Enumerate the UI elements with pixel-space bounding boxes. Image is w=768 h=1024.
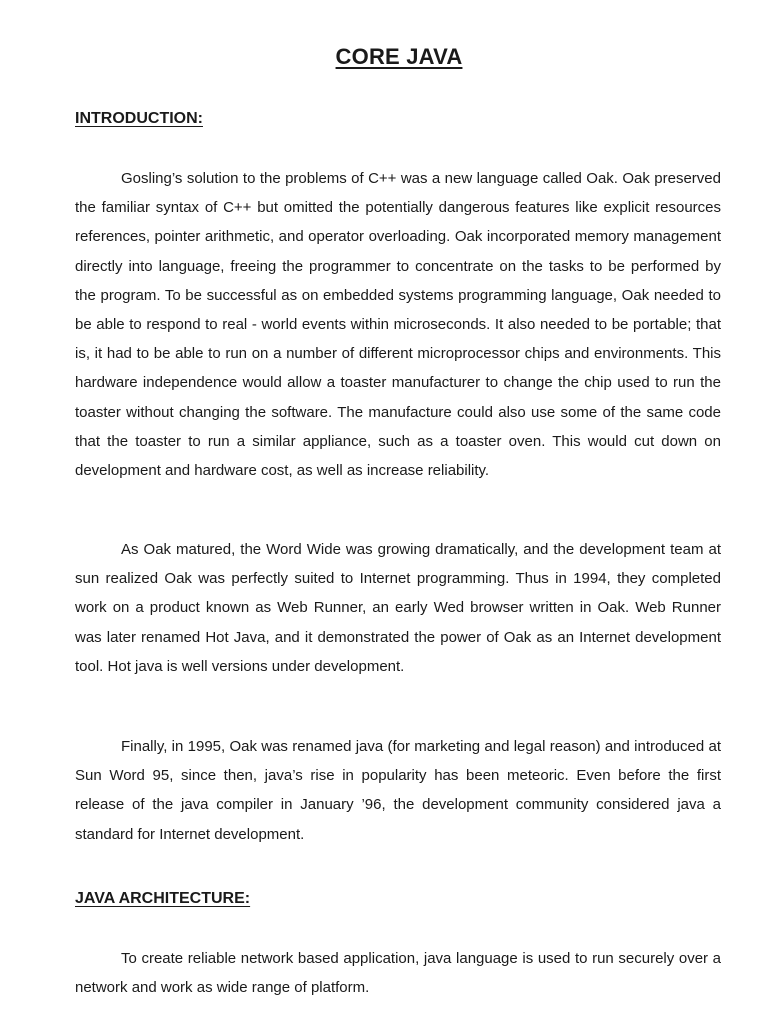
paragraph-intro-2: As Oak matured, the Word Wide was growing dramatically, and the development team at sun realized Oak was perfectly suited to Internet programming. Thus in 1994, they completed work on a product known as Web Runner, an early Wed browser written in Oak. Web Runner was later renamed Hot Java, and it demonstrated the power of Oak as an Internet development tool. Hot java is well versions under development. (75, 541, 721, 675)
section-heading-introduction: INTRODUCTION: (75, 110, 203, 127)
paragraph-intro-1: Gosling’s solution to the problems of C++ was a new language called Oak. Oak preserved the familiar syntax of C++ but omitted the potentially dangerous features like explicit resources references, pointer arithmetic, and operator overloading. Oak incorporated memory management directly into language, freeing the programmer to concentrate on the tasks to be performed by the program. To be successful as on embedded systems programming language, Oak needed to be able to respond to real - world events within microseconds. It also needed to be portable; that is, it had to be able to run on a number of different microprocessor chips and environments. This hardware independence would allow a toaster manufacturer to change the chip used to run the toaster without changing the software. The manufacture could also use some of the same code that the toaster to run a similar appliance, such as a toaster oven. This would cut down on development and hardware cost, as well as increase reliability. (75, 170, 721, 480)
section-heading-java-architecture: JAVA ARCHITECTURE: (75, 890, 251, 907)
document-title: CORE JAVA (335, 44, 463, 69)
paragraph-architecture-1: To create reliable network based application, java language is used to run securely over a network and work as wide range of platform. (75, 950, 721, 997)
paragraph-intro-3: Finally, in 1995, Oak was renamed java (for marketing and legal reason) and introduced at Sun Word 95, since then, java’s rise in popularity has been meteoric. Even before the first release of the java compiler in January ’96, the development community considered java a standard for Internet development. (75, 738, 721, 843)
